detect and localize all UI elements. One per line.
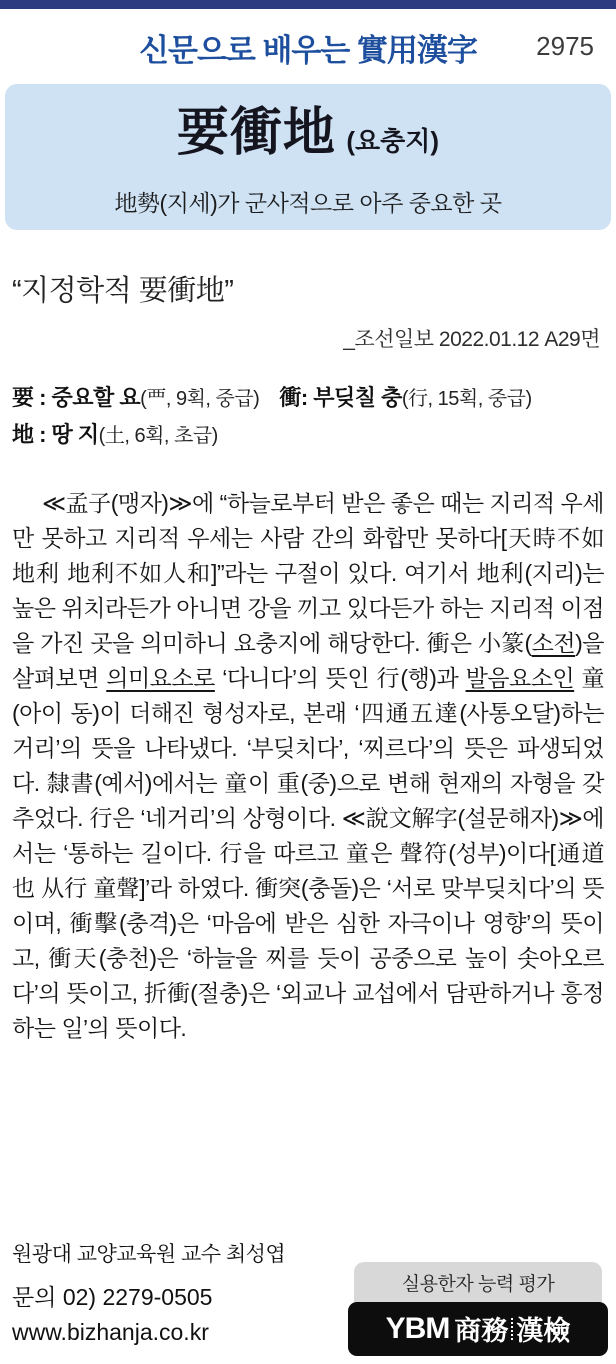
badge-top-label: 실용한자 능력 평가: [354, 1262, 602, 1302]
column-header: [0, 9, 616, 68]
character-detail: (覀, 9획, 중급): [140, 388, 260, 410]
character-entry: [279, 380, 531, 417]
quote-source: _조선일보 2022.01.12 A29면: [343, 328, 600, 351]
column-title: 신문으로 배우는 實用漢字: [139, 33, 477, 68]
character-label: 衝: 부딪칠 충: [279, 385, 402, 410]
article-body: [12, 486, 604, 1242]
headword-hanja: 要衝地: [176, 102, 336, 163]
headword-line: [15, 104, 601, 175]
ybm-logo-text: YBM: [385, 1311, 450, 1345]
headword-box: [5, 84, 611, 230]
top-accent-bar: [0, 0, 616, 9]
website-url: www.bizhanja.co.kr: [12, 1319, 209, 1345]
contact-phone: 문의 02) 2279-0505: [12, 1284, 213, 1310]
character-definitions: [12, 380, 604, 454]
character-row-1: [12, 380, 604, 417]
badge-dotted-divider: [511, 1318, 513, 1340]
issue-number: 2975: [536, 31, 594, 61]
body-segment-underlined: 소전: [531, 630, 576, 656]
body-segment: ‘다니다’의 뜻인 行(행)과: [214, 665, 466, 691]
body-segment-underlined: 의미요소로: [106, 665, 215, 691]
body-segment-underlined: 발음요소인: [465, 665, 575, 691]
headword-definition: 地勢(지세)가 군사적으로 아주 중요한 곳: [114, 190, 502, 216]
body-segment: )을 살펴보면: [12, 630, 604, 691]
author-line: 원광대 교양교육원 교수 최성엽: [12, 1243, 286, 1266]
badge-hanja-1: 商務: [454, 1316, 509, 1346]
character-detail: (行, 15획, 중급): [401, 388, 532, 410]
character-detail: (土, 6획, 초급): [98, 425, 218, 447]
character-row-2: [12, 417, 604, 454]
character-label: 地 : 땅 지: [12, 422, 99, 447]
body-segment: 童(아이 동)이 더해진 형성자로, 본래 ‘四通五達(사통오달)하는 거리’의 뜻을 나타냈다. ‘부딪치다’, ‘찌르다’의 뜻은 파생되었다. 隸書(예서)에서는 童이 重(중)으로 변해 현재의 자형을 갖추었다. 行은 ‘네거리’의 상형이다. ≪說文解字(설문해자)≫에서는 ‘통하는 길이다. 行을 따르고 童은 聲符(성부)이다[通道也 从行 童聲]’라 하였다. 衝突(충돌)은 ‘서로 맞부딪치다’의 뜻이며, 衝擊(충격)은 ‘마음에 받은 심한 자극이나 영향’의 뜻이고, 衝天(충천)은 ‘하늘을 찌를 듯이 공중으로 높이 솟아오르다’의 뜻이고, 折衝(절충)은 ‘외교나 교섭에서 담판하거나 흥정하는 일’의 뜻이다.: [12, 665, 605, 1041]
badge-logo: [348, 1302, 608, 1356]
headword-reading: (요충지): [346, 126, 440, 156]
headline-quote: “지정학적 要衝地”: [12, 275, 234, 307]
badge-hanja-2: 漢檢: [516, 1316, 571, 1346]
column-footer: [12, 1236, 608, 1356]
character-entry: [12, 417, 218, 454]
character-label: 要 : 중요할 요: [12, 385, 141, 410]
footer-contact-block: [12, 1236, 285, 1356]
ybm-exam-badge: [348, 1262, 608, 1356]
character-entry: [12, 380, 259, 417]
body-segment: ≪孟子(맹자)≫에 “하늘로부터 받은 좋은 때는 지리적 우세만 못하고 지리적 우세는 사람 간의 화합만 못하다[天時不如地利 地利不如人和]”라는 구절이 있다. 여기서 地利(지리)는 높은 위치라든가 아니면 강을 끼고 있다든가 하는 지리적 이점을 가진 곳을 의미하니 요충지에 해당한다. 衝은 小篆(: [12, 490, 604, 656]
